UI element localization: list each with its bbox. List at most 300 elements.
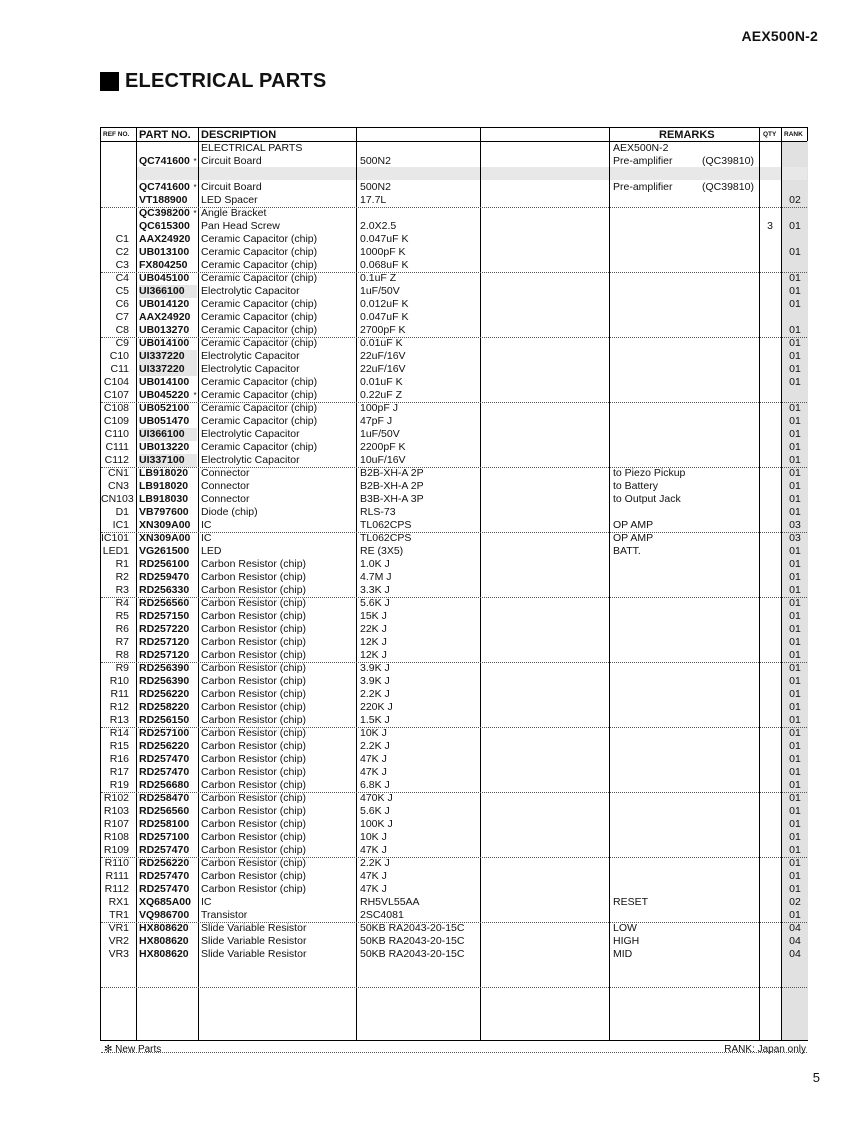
remarks: to Battery	[613, 480, 658, 492]
part-no: RD256390	[139, 662, 190, 674]
value: 15K J	[360, 610, 387, 622]
description: Carbon Resistor (chip)	[201, 688, 307, 700]
row-mark: *	[193, 183, 197, 192]
part-no: UB045100	[139, 272, 190, 284]
part-no: UI337220	[139, 350, 197, 363]
table-row	[101, 1039, 807, 1053]
part-no: RD258220	[139, 701, 190, 713]
ref-no: C11	[110, 363, 129, 375]
table-row	[101, 454, 807, 468]
value: 3.9K J	[360, 662, 390, 674]
ref-no: R112	[104, 883, 129, 895]
rank: 01	[789, 857, 801, 869]
part-no: UB052100	[139, 402, 190, 414]
table-row	[101, 532, 807, 545]
rank: 01	[789, 376, 801, 388]
ref-no: R3	[115, 584, 129, 596]
description: Electrolytic Capacitor	[201, 285, 300, 297]
remarks: AEX500N-2	[613, 142, 669, 154]
ref-no: CN3	[107, 480, 129, 492]
table-row	[101, 623, 807, 636]
description: Ceramic Capacitor (chip)	[201, 376, 318, 388]
header-ref: REF NO.	[103, 131, 130, 138]
value: 6.8K J	[360, 779, 390, 791]
rank: 01	[789, 441, 801, 453]
table-row	[101, 636, 807, 649]
description: Ceramic Capacitor (chip)	[201, 233, 318, 245]
part-no: UB051470	[139, 415, 190, 427]
table-row	[101, 506, 807, 519]
part-no: HX808620	[139, 935, 189, 947]
table-row	[101, 948, 807, 961]
ref-no: C109	[103, 415, 129, 427]
table-row	[101, 493, 807, 506]
value: 10K J	[360, 831, 387, 843]
part-no: QC741600	[139, 155, 190, 167]
description: Carbon Resistor (chip)	[201, 584, 307, 596]
value: 47K J	[360, 883, 387, 895]
rank: 04	[789, 935, 801, 947]
part-no: QC741600	[139, 181, 190, 193]
rank: 01	[789, 454, 801, 466]
description: Carbon Resistor (chip)	[201, 844, 307, 856]
value: 0.047uF K	[360, 311, 409, 323]
table-row	[101, 935, 807, 948]
value: RE (3X5)	[360, 545, 404, 557]
part-no: UI366100	[139, 285, 197, 298]
table-row	[101, 987, 807, 1000]
part-no: RD258100	[139, 818, 190, 830]
table-row	[101, 207, 807, 220]
value: 2200pF K	[360, 441, 406, 453]
ref-no: R16	[109, 753, 129, 765]
part-no: UI337220	[139, 363, 197, 376]
header-rank: RANK	[784, 131, 803, 138]
table-row	[101, 389, 807, 403]
table-row	[101, 779, 807, 793]
part-no: UB013270	[139, 324, 190, 336]
value: 5.6K J	[360, 597, 390, 609]
part-no: AAX24920	[139, 311, 191, 323]
part-no: HX808620	[139, 948, 189, 960]
description: Carbon Resistor (chip)	[201, 571, 307, 583]
rank: 01	[789, 649, 801, 661]
value: 12K J	[360, 649, 387, 661]
ref-no: R110	[104, 857, 129, 869]
description: Carbon Resistor (chip)	[201, 805, 307, 817]
part-no: RD257470	[139, 766, 190, 778]
table-row	[101, 909, 807, 923]
ref-no: CN1	[107, 467, 129, 479]
value: 50KB RA2043-20-15C	[360, 948, 465, 960]
row-mark: *	[193, 209, 197, 218]
value: 2SC4081	[360, 909, 404, 921]
description: Connector	[201, 493, 250, 505]
value: RH5VL55AA	[360, 896, 420, 908]
rank: 01	[789, 415, 801, 427]
table-row	[101, 857, 807, 870]
value: 10K J	[360, 727, 387, 739]
part-no: XN309A00	[139, 532, 191, 544]
description: Ceramic Capacitor (chip)	[201, 441, 318, 453]
header-description: DESCRIPTION	[201, 129, 277, 141]
description: Angle Bracket	[201, 207, 267, 219]
part-no: RD257470	[139, 753, 190, 765]
description: Diode (chip)	[201, 506, 258, 518]
remarks: Pre-amplifier	[613, 181, 673, 193]
description: Carbon Resistor (chip)	[201, 818, 307, 830]
table-row	[101, 792, 807, 805]
description: Circuit Board	[201, 181, 262, 193]
description: Carbon Resistor (chip)	[201, 701, 307, 713]
ref-no: C5	[115, 285, 129, 297]
ref-no: C4	[115, 272, 129, 284]
row-mark: *	[193, 157, 197, 166]
table-row	[101, 922, 807, 935]
description: Carbon Resistor (chip)	[201, 766, 307, 778]
rank: 01	[789, 766, 801, 778]
description: Ceramic Capacitor (chip)	[201, 298, 318, 310]
rank: 01	[789, 740, 801, 752]
rank: 01	[789, 220, 801, 232]
rank: 01	[789, 844, 801, 856]
ref-no: R13	[109, 714, 129, 726]
rank: 01	[789, 675, 801, 687]
description: Carbon Resistor (chip)	[201, 623, 307, 635]
part-no: AAX24920	[139, 233, 191, 245]
description: Ceramic Capacitor (chip)	[201, 259, 318, 271]
value: 47K J	[360, 766, 387, 778]
description: Carbon Resistor (chip)	[201, 597, 307, 609]
description: Carbon Resistor (chip)	[201, 610, 307, 622]
model-number: AEX500N-2	[741, 28, 818, 44]
ref-no: VR3	[108, 948, 129, 960]
ref-no: VR2	[108, 935, 129, 947]
value: 22uF/16V	[360, 350, 406, 362]
part-no: RD256390	[139, 675, 190, 687]
ref-no: R11	[110, 688, 129, 700]
description: IC	[201, 896, 212, 908]
table-row	[101, 311, 807, 324]
remarks-code: (QC39810)	[702, 155, 754, 167]
title-square-icon	[100, 72, 119, 91]
value: 47pF J	[360, 415, 393, 427]
rank: 01	[789, 480, 801, 492]
description: Electrolytic Capacitor	[201, 350, 300, 362]
part-no: RD256220	[139, 740, 190, 752]
table-row	[101, 324, 807, 338]
remarks: BATT.	[613, 545, 641, 557]
value: 1uF/50V	[360, 285, 400, 297]
parts-table	[100, 127, 808, 1041]
description: Carbon Resistor (chip)	[201, 740, 307, 752]
rank: 01	[789, 909, 801, 921]
part-no: HX808620	[139, 922, 189, 934]
part-no: UB014120	[139, 298, 190, 310]
rank: 01	[789, 402, 801, 414]
description: Carbon Resistor (chip)	[201, 727, 307, 739]
value: 4.7M J	[360, 571, 392, 583]
value: 1.5K J	[360, 714, 390, 726]
ref-no: C3	[115, 259, 129, 271]
header-remarks: REMARKS	[659, 129, 715, 141]
ref-no: R9	[115, 662, 129, 674]
value: 100pF J	[360, 402, 398, 414]
description: Transistor	[201, 909, 248, 921]
ref-no: R1	[115, 558, 129, 570]
part-no: RD259470	[139, 571, 190, 583]
table-row	[101, 259, 807, 273]
rank: 02	[789, 896, 801, 908]
description: Ceramic Capacitor (chip)	[201, 337, 318, 349]
ref-no: R17	[109, 766, 129, 778]
description: Ceramic Capacitor (chip)	[201, 311, 318, 323]
ref-no: C6	[115, 298, 129, 310]
table-row	[101, 584, 807, 598]
rank: 01	[789, 597, 801, 609]
part-no: LB918020	[139, 467, 189, 479]
rank: 01	[789, 870, 801, 882]
description: Carbon Resistor (chip)	[201, 831, 307, 843]
description: Ceramic Capacitor (chip)	[201, 246, 318, 258]
table-row	[101, 402, 807, 415]
rank: 01	[789, 467, 801, 479]
rank: 01	[789, 337, 801, 349]
rank: 01	[789, 701, 801, 713]
value: 3.9K J	[360, 675, 390, 687]
table-row	[101, 961, 807, 974]
ref-no: R12	[109, 701, 129, 713]
remarks: LOW	[613, 922, 637, 934]
part-no: RD256220	[139, 857, 190, 869]
table-row	[101, 740, 807, 753]
value: 220K J	[360, 701, 393, 713]
ref-no: C2	[115, 246, 129, 258]
table-row	[101, 285, 807, 298]
section-title	[100, 70, 326, 93]
table-row	[101, 727, 807, 740]
rank: 01	[789, 636, 801, 648]
ref-no: R19	[109, 779, 129, 791]
table-row	[101, 714, 807, 728]
rank: 01	[789, 246, 801, 258]
table-row	[101, 1013, 807, 1026]
part-no: FX804250	[139, 259, 188, 271]
description: Carbon Resistor (chip)	[201, 714, 307, 726]
ref-no: R10	[109, 675, 129, 687]
part-no: VT188900	[139, 194, 188, 206]
ref-no: D1	[115, 506, 129, 518]
description: Pan Head Screw	[201, 220, 280, 232]
table-row	[101, 363, 807, 376]
ref-no: TR1	[109, 909, 129, 921]
header-part: PART NO.	[139, 129, 191, 141]
description: LED	[201, 545, 222, 557]
rank: 01	[789, 272, 801, 284]
table-row	[101, 428, 807, 441]
rank: 01	[789, 298, 801, 310]
description: Circuit Board	[201, 155, 262, 167]
description: LED Spacer	[201, 194, 258, 206]
ref-no: R5	[115, 610, 129, 622]
ref-no: C7	[115, 311, 129, 323]
rank: 01	[789, 428, 801, 440]
ref-no: R8	[115, 649, 129, 661]
table-row	[101, 649, 807, 663]
part-no: UB013100	[139, 246, 190, 258]
description: Carbon Resistor (chip)	[201, 649, 307, 661]
value: 5.6K J	[360, 805, 390, 817]
value: 500N2	[360, 181, 391, 193]
new-parts-note: ✻ New Parts	[104, 1044, 162, 1055]
part-no: RD257220	[139, 623, 190, 635]
table-row	[101, 519, 807, 533]
rank: 01	[789, 714, 801, 726]
rank: 01	[789, 558, 801, 570]
ref-no: R111	[105, 870, 129, 882]
table-row	[101, 896, 807, 909]
ref-no: C110	[104, 428, 129, 440]
rank: 01	[789, 584, 801, 596]
value: 0.047uF K	[360, 233, 409, 245]
table-row	[101, 298, 807, 311]
qty: 3	[767, 220, 773, 232]
ref-no: C9	[115, 337, 129, 349]
ref-no: R4	[115, 597, 129, 609]
rank: 01	[789, 506, 801, 518]
table-row	[101, 441, 807, 454]
table-row	[101, 701, 807, 714]
value: 0.22uF Z	[360, 389, 403, 401]
value: 22K J	[360, 623, 387, 635]
rank: 01	[789, 792, 801, 804]
table-row	[101, 610, 807, 623]
table-row	[101, 597, 807, 610]
table-row	[101, 1026, 807, 1039]
value: 470K J	[360, 792, 393, 804]
value: TL062CPS	[360, 519, 412, 531]
description: ELECTRICAL PARTS	[201, 142, 303, 154]
table-row	[101, 415, 807, 428]
remarks: HIGH	[613, 935, 640, 947]
value: B2B-XH-A 2P	[360, 480, 424, 492]
part-no: RD257470	[139, 870, 190, 882]
ref-no: RX1	[108, 896, 129, 908]
rank: 04	[789, 948, 801, 960]
description: Carbon Resistor (chip)	[201, 558, 307, 570]
header-qty: QTY	[763, 131, 777, 138]
description: Carbon Resistor (chip)	[201, 792, 307, 804]
ref-no: C8	[115, 324, 129, 336]
value: 100K J	[360, 818, 393, 830]
description: Connector	[201, 467, 250, 479]
value: 2.2K J	[360, 857, 390, 869]
rank-note: RANK: Japan only	[724, 1044, 806, 1055]
rank: 01	[789, 727, 801, 739]
table-row	[101, 558, 807, 571]
ref-no: R102	[103, 792, 129, 804]
table-row	[101, 480, 807, 493]
ref-no: R14	[109, 727, 129, 739]
part-no: UI337100	[139, 454, 197, 467]
ref-no: R2	[115, 571, 129, 583]
part-no: RD257100	[139, 727, 190, 739]
rank: 04	[789, 922, 801, 934]
page-number: 5	[812, 1070, 820, 1085]
table-row	[101, 818, 807, 831]
table-row	[101, 870, 807, 883]
value: 17.7L	[360, 194, 387, 206]
ref-no: C107	[103, 389, 129, 401]
table-row	[101, 883, 807, 896]
value: RLS-73	[360, 506, 396, 518]
value: 0.01uF K	[360, 337, 403, 349]
description: Carbon Resistor (chip)	[201, 870, 307, 882]
rank: 01	[789, 831, 801, 843]
table-row	[101, 844, 807, 858]
ref-no: R103	[103, 805, 129, 817]
value: 0.01uF K	[360, 376, 403, 388]
part-no: RD257120	[139, 649, 190, 661]
remarks: to Output Jack	[613, 493, 681, 505]
ref-no: R15	[109, 740, 129, 752]
part-no: RD257150	[139, 610, 190, 622]
rank: 01	[789, 285, 801, 297]
description: Electrolytic Capacitor	[201, 428, 300, 440]
ref-no: C108	[103, 402, 129, 414]
rank: 01	[789, 779, 801, 791]
value: 22uF/16V	[360, 363, 406, 375]
part-no: VB797600	[139, 506, 189, 518]
table-row	[101, 753, 807, 766]
value: 50KB RA2043-20-15C	[360, 935, 465, 947]
table-row	[101, 974, 807, 988]
table-row	[101, 675, 807, 688]
value: 12K J	[360, 636, 387, 648]
value: 50KB RA2043-20-15C	[360, 922, 465, 934]
value: 2.2K J	[360, 688, 390, 700]
remarks-code: (QC39810)	[702, 181, 754, 193]
part-no: RD256680	[139, 779, 190, 791]
table-row	[101, 233, 807, 246]
description: Ceramic Capacitor (chip)	[201, 272, 318, 284]
part-no: LB918020	[139, 480, 189, 492]
table-row	[101, 545, 807, 558]
rank: 02	[789, 194, 801, 206]
value: 10uF/16V	[360, 454, 406, 466]
part-no: RD256100	[139, 558, 190, 570]
ref-no: R6	[115, 623, 129, 635]
remarks: to Piezo Pickup	[613, 467, 686, 479]
ref-no: VR1	[108, 922, 129, 934]
description: Ceramic Capacitor (chip)	[201, 402, 318, 414]
value: 1.0K J	[360, 558, 390, 570]
part-no: XQ685A00	[139, 896, 191, 908]
rank: 01	[789, 805, 801, 817]
description: Carbon Resistor (chip)	[201, 636, 307, 648]
description: Carbon Resistor (chip)	[201, 662, 307, 674]
table-row	[101, 467, 807, 480]
description: Carbon Resistor (chip)	[201, 753, 307, 765]
table-row	[101, 246, 807, 259]
rank: 01	[789, 818, 801, 830]
part-no: XN309A00	[139, 519, 191, 531]
description: IC	[201, 519, 212, 531]
value: 500N2	[360, 155, 391, 167]
rank: 01	[789, 324, 801, 336]
value: 47K J	[360, 870, 387, 882]
ref-no: C111	[105, 441, 129, 453]
